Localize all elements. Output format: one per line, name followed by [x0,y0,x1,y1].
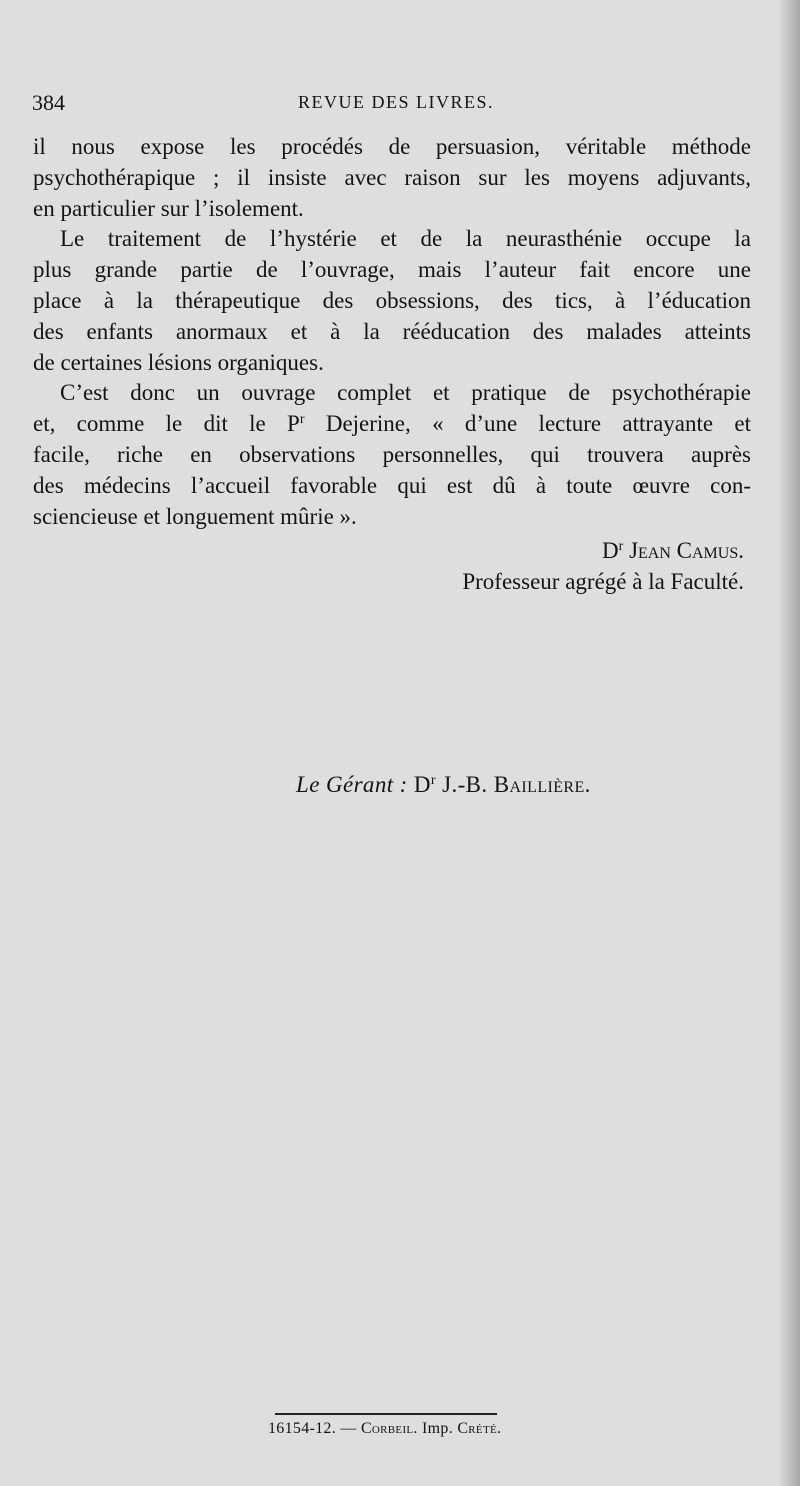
imprint-middle: Imp. [417,1420,458,1437]
gerant-line [296,772,591,798]
superscript: r [299,412,305,428]
text-line [33,409,751,440]
text-line: des médecins l’accueil favorable qui est dû à toute œuvre con- [33,472,751,498]
title-abbr: D [602,538,619,563]
paragraph-3 [33,378,751,532]
text-line: sciencieuse et longuement mûrie ». [33,503,357,529]
text-line: psychothérapique ; il insiste avec raison sur les moyens adjuvants, [33,164,751,190]
text-line: place à la thérapeutique des obsessions, des tics, à l’éducation [33,287,751,313]
footer-rule [275,1413,497,1415]
text-line: facile, riche en observations personnelles, qui trouvera auprès [33,441,751,467]
paragraph-1 [33,132,751,224]
imprint-printer: Crété. [457,1420,502,1437]
page-header [32,90,760,122]
gerant-initials: J.-B. [435,772,494,797]
superscript: r [618,539,624,554]
paragraph-2 [33,224,751,378]
printer-imprint [268,1420,501,1438]
page-number: 384 [32,90,65,115]
text-line: en particulier sur l’isolement. [33,195,304,221]
imprint-number: 16154-12. — [268,1420,361,1437]
text-line: Le traitement de l’hystérie et de la neurasthénie occupe la [60,226,751,252]
gerant-surname: Baillière. [493,772,591,797]
body-text [33,132,751,532]
superscript: r [430,773,436,788]
running-title: REVUE DES LIVRES. [298,92,494,112]
signature-block [462,536,744,598]
text-line: plus grande partie de l’ouvrage, mais l’auteur fait encore une [33,257,751,283]
author-name: Jean Camus. [623,538,744,563]
text-fragment: Dejerine, « d’une lecture attrayante et [304,411,751,437]
text-line: il nous expose les procédés de persuasion, véritable méthode [33,134,751,159]
text-line: des enfants anormaux et à la rééducation des malades atteints [33,318,751,344]
imprint-city: Corbeil. [360,1420,418,1437]
text-line: de certaines lésions organiques. [33,349,324,375]
text-fragment: et, comme le dit le P [33,411,300,437]
title-abbr: D [407,772,431,797]
page-edge-shadow [778,0,800,1486]
text-line: C’est donc un ouvrage complet et pratique de psychothérapie [60,380,751,406]
signature-name [462,536,744,567]
signature-position: Professeur agrégé à la Faculté. [462,568,744,594]
gerant-label: Le Gérant : [296,772,408,797]
